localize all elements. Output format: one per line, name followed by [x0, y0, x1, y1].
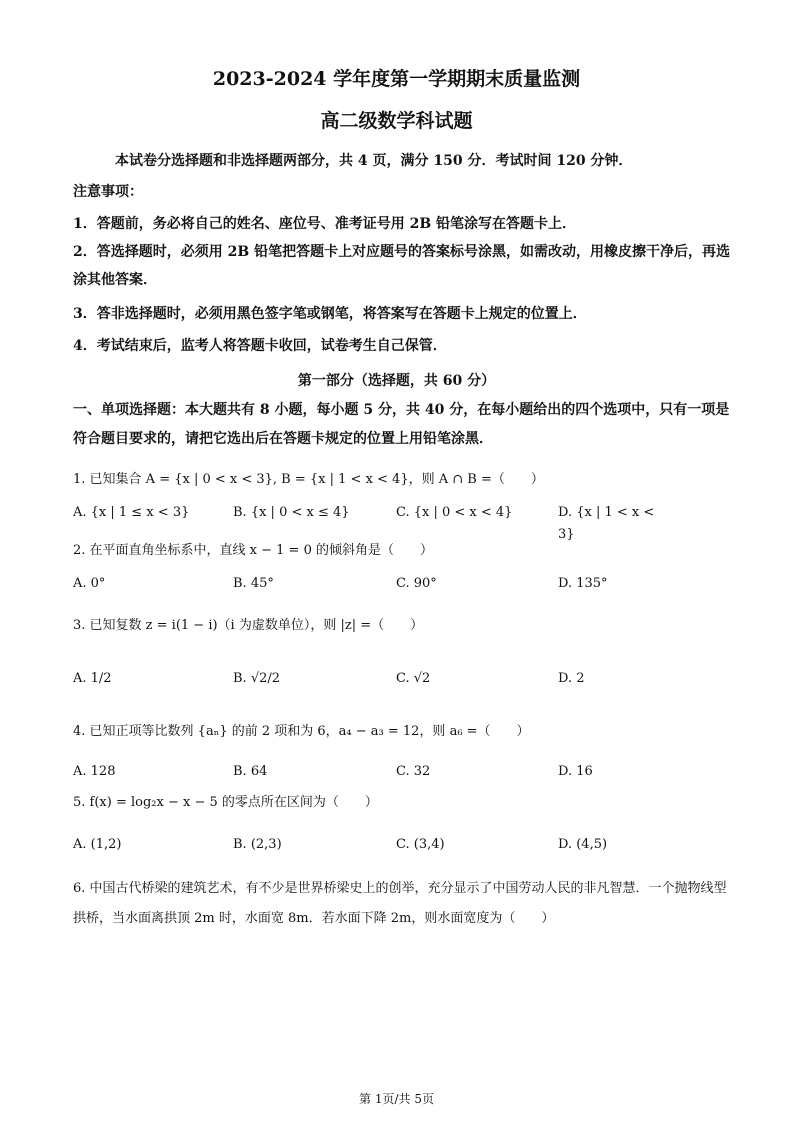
option-d: D. {x | 1 < x < 3}: [558, 505, 655, 542]
question-5-options: [73, 834, 673, 856]
option-a: A. 0°: [73, 576, 106, 591]
option-d: D. (4,5): [558, 837, 608, 852]
option-c: C. (3,4): [396, 837, 445, 852]
option-c: C. 90°: [396, 576, 437, 591]
option-c: C. {x | 0 < x < 4}: [396, 505, 513, 520]
note-item: 1．答题前，务必将自己的姓名、座位号、准考证号用 2B 铅笔涂写在答题卡上．: [73, 216, 577, 232]
note-item: 4．考试结束后，监考人将答题卡收回，试卷考生自己保管．: [73, 338, 447, 354]
question-2-options: [73, 573, 673, 595]
question-1-stem: 1. 已知集合 A = {x | 0 < x < 3}, B = {x | 1 < x < 4}，则 A ∩ B =（ ）: [73, 472, 544, 487]
section1-intro: 一、单项选择题：本大题共有 8 小题，每小题 5 分，共 40 分，在每小题给出的四个选项中，只有一项是符合题目要求的，请把它选出后在答题卡规定的位置上用铅笔涂黑．: [73, 402, 730, 447]
question-4-stem: 4. 已知正项等比数列 {aₙ} 的前 2 项和为 6，a₄ − a₃ = 12，则 a₆ =（ ）: [73, 724, 530, 739]
exam-subtitle: 高二级数学科试题: [320, 110, 473, 132]
question-4-options: [73, 761, 673, 783]
option-a: A. {x | 1 ≤ x < 3}: [73, 505, 190, 520]
question-6-stem: 6. 中国古代桥梁的建筑艺术，有不少是世界桥梁史上的创举，充分显示了中国劳动人民的非凡智慧．一个抛物线型拱桥，当水面离拱顶 2m 时，水面宽 8m．若水面下降 2m，则水面宽度为（ ）: [73, 881, 727, 926]
exam-intro: 本试卷分选择题和非选择题两部分，共 4 页，满分 150 分．考试时间 120 分钟．: [115, 153, 633, 169]
option-d: D. 135°: [558, 576, 608, 591]
question-5-stem: 5. f(x) = log₂x − x − 5 的零点所在区间为（ ）: [73, 795, 378, 810]
notes-heading: 注意事项：: [73, 184, 143, 200]
page-footer: 第 1页/共 5页: [359, 1092, 434, 1106]
note-item: 2．答选择题时，必须用 2B 铅笔把答题卡上对应题号的答案标号涂黑，如需改动，用橡皮擦干净后，再选涂其他答案．: [73, 244, 731, 288]
option-a: A. 128: [73, 764, 116, 779]
option-c: C. √2: [396, 671, 431, 686]
option-b: B. 64: [233, 764, 268, 779]
option-b: B. (2,3): [233, 837, 282, 852]
option-c: C. 32: [396, 764, 431, 779]
option-a: A. (1,2): [73, 837, 122, 852]
option-b: B. {x | 0 < x ≤ 4}: [233, 505, 350, 520]
exam-title: 2023-2024 学年度第一学期期末质量监测: [212, 68, 581, 90]
option-d: D. 16: [558, 764, 593, 779]
option-b: B. 45°: [233, 576, 274, 591]
note-item: 3．答非选择题时，必须用黑色签字笔或钢笔，将答案写在答题卡上规定的位置上．: [73, 306, 587, 322]
option-d: D. 2: [558, 671, 585, 686]
part1-heading: 第一部分（选择题，共 60 分）: [297, 373, 496, 389]
question-2-stem: 2. 在平面直角坐标系中，直线 x − 1 = 0 的倾斜角是（ ）: [73, 543, 433, 558]
option-b: B. √2/2: [233, 671, 281, 686]
question-3-options: [73, 668, 673, 690]
question-3-stem: 3. 已知复数 z = i(1 − i)（i 为虚数单位），则 |z| =（ ）: [73, 618, 424, 633]
option-a: A. 1/2: [73, 671, 112, 686]
